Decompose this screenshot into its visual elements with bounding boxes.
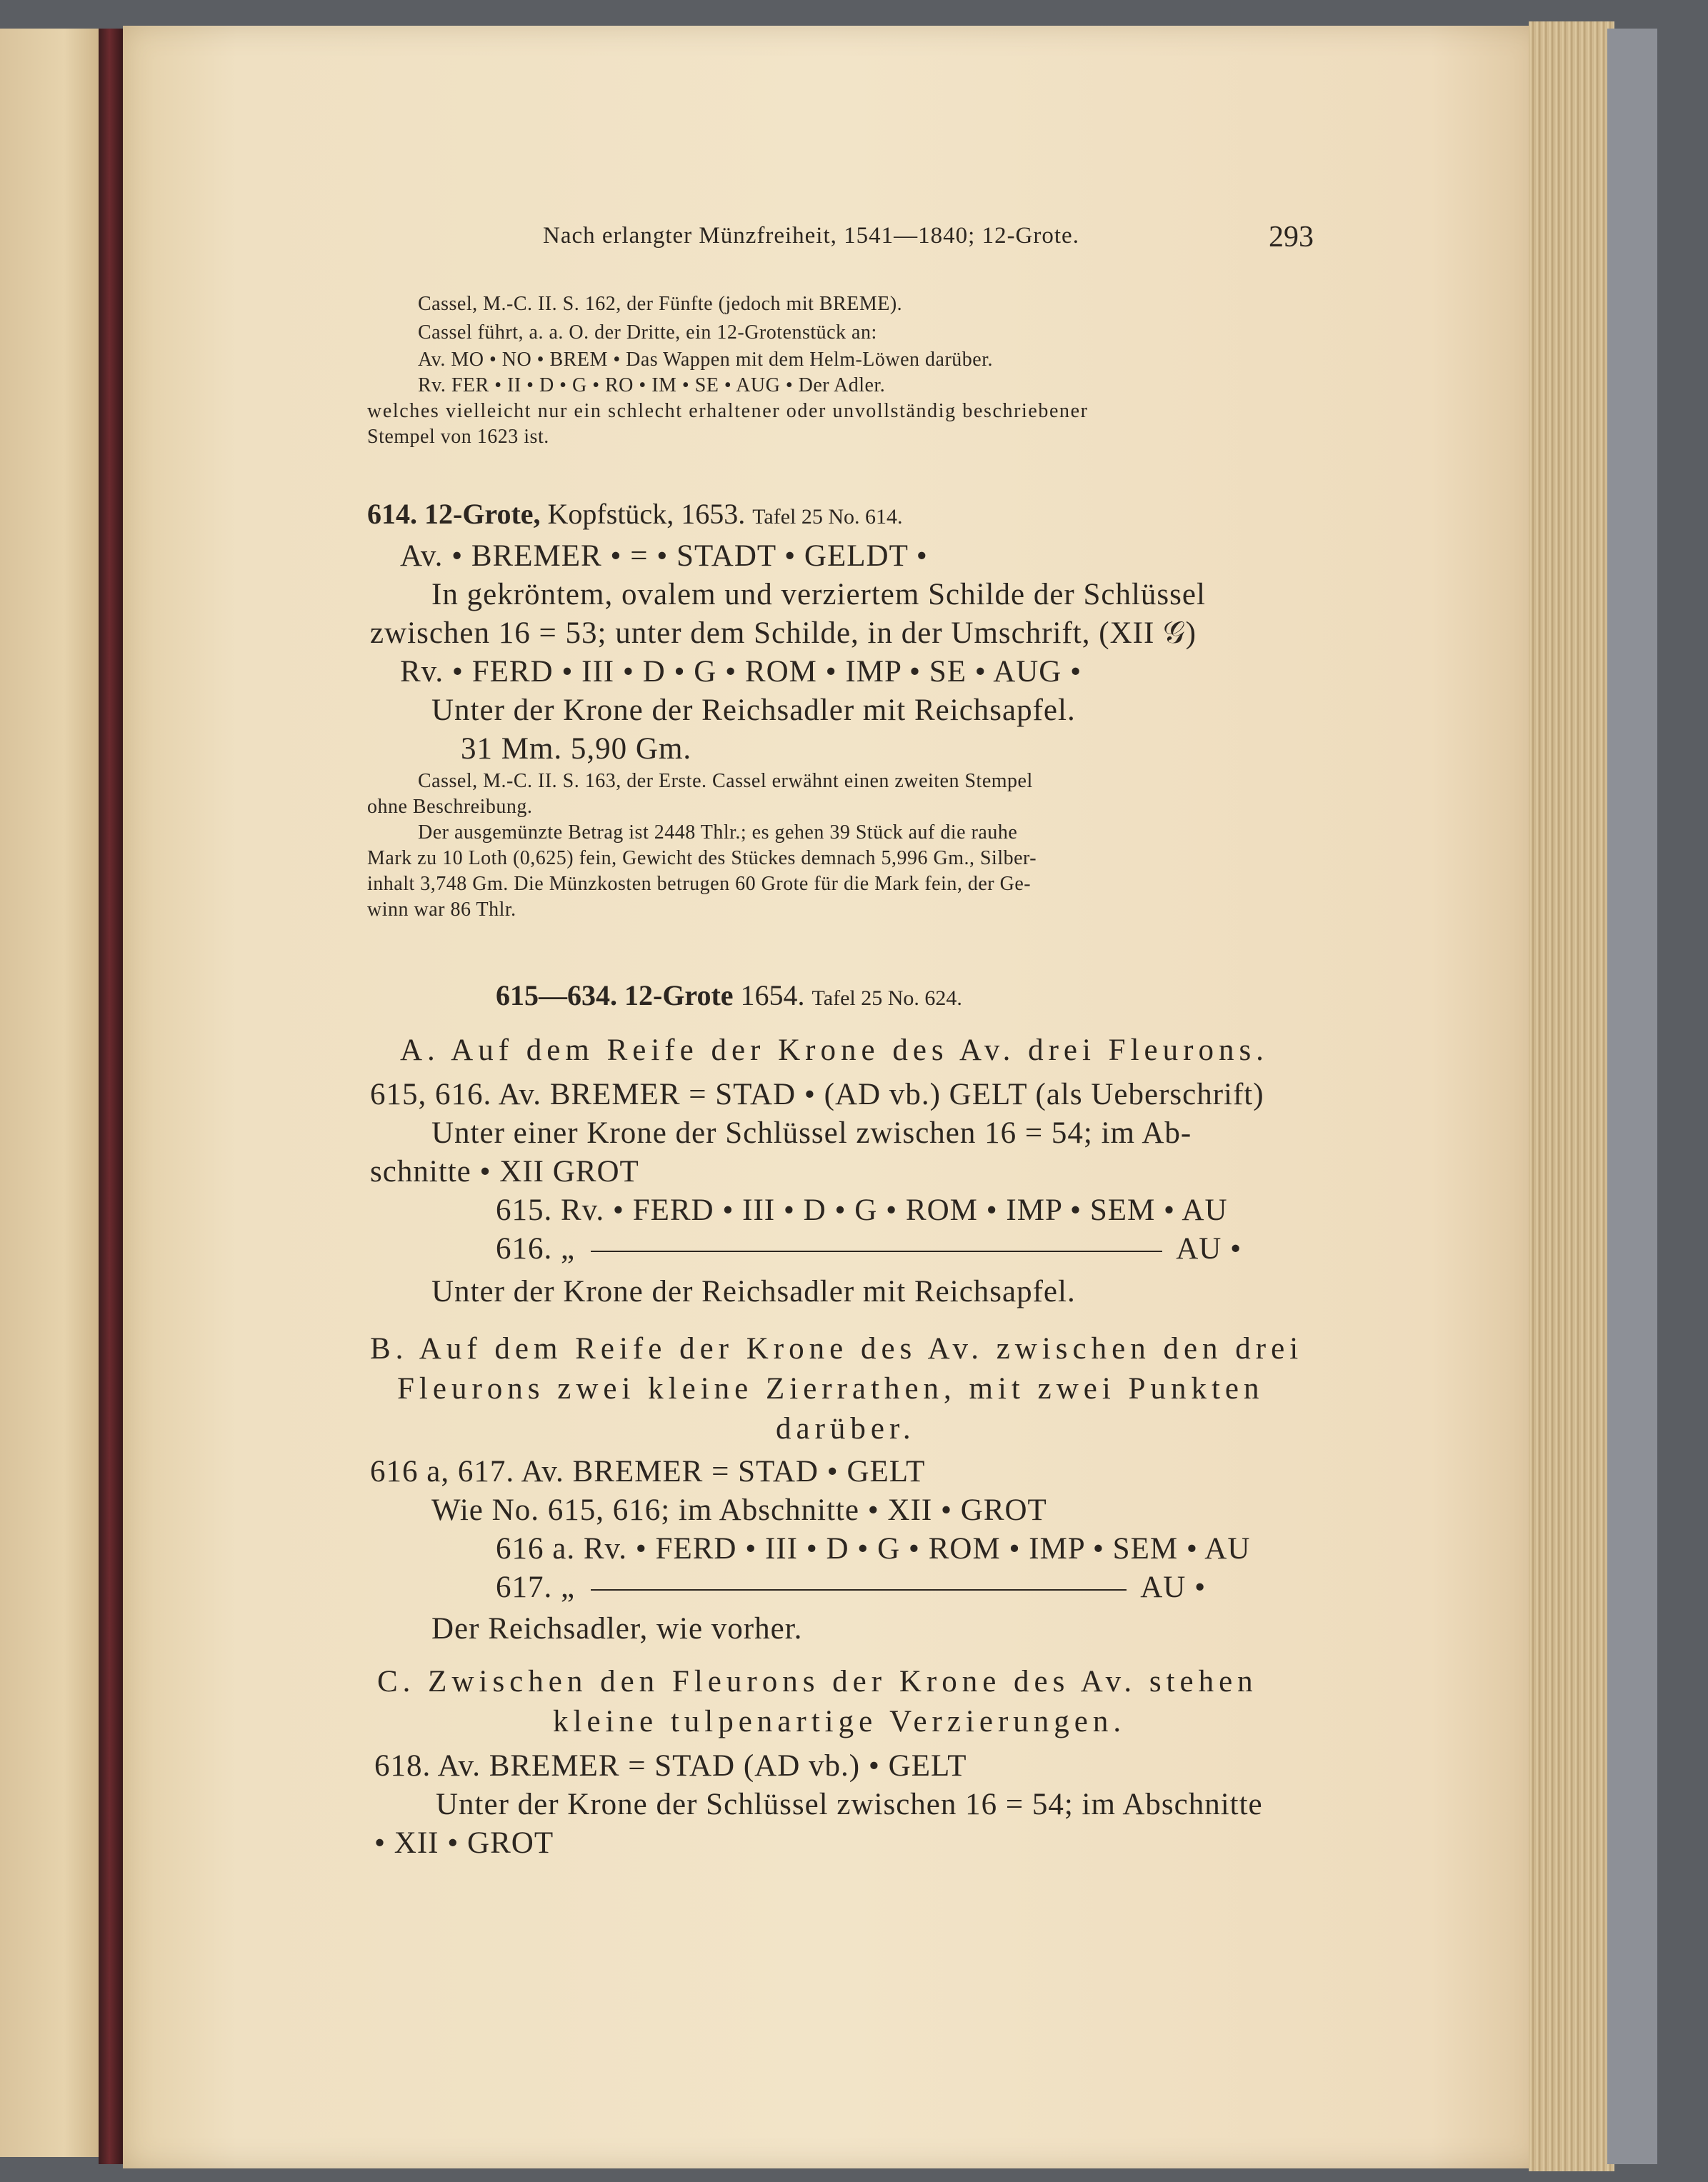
page-number: 293 [1269, 221, 1314, 254]
intro-line: Av. MO • NO • BREM • Das Wappen mit dem Helm-Löwen darüber. [418, 349, 994, 371]
description-line: In gekröntem, ovalem und verziertem Schilde der Schlüssel [431, 578, 1206, 611]
obverse-legend: Av. • BREMER • = • STADT • GELDT • [400, 539, 928, 573]
note-line: Mark zu 10 Loth (0,625) fein, Gewicht des Stückes demnach 5,996 Gm., Silber- [367, 847, 1037, 869]
description-line: • XII • GROT [374, 1826, 554, 1860]
section-b-heading: Fleurons zwei kleine Zierrathen, mit zwei Punkten [397, 1372, 1264, 1406]
description-line: Unter einer Krone der Schlüssel zwischen 16 = 54; im Ab- [431, 1116, 1192, 1150]
section-b-heading: B. Auf dem Reife der Krone des Av. zwischen den drei [370, 1332, 1304, 1366]
entry-description: Kopfstück, 1653. [547, 498, 746, 530]
book-cover [1607, 29, 1657, 2164]
reverse-legend: Rv. • FERD • III • D • G • ROM • IMP • SE • AUG • [400, 655, 1082, 689]
entry-number: 615—634. [496, 979, 617, 1011]
obverse-legend: 616 a, 617. Av. BREMER = STAD • GELT [370, 1455, 926, 1488]
entry-denomination: 12-Grote, [424, 498, 541, 530]
reverse-legend-variant [496, 1231, 1242, 1266]
left-page-edge [0, 29, 107, 2157]
note-line: ohne Beschreibung. [367, 796, 533, 818]
entry-denomination: 12-Grote [624, 979, 734, 1011]
book-spine [99, 29, 126, 2164]
plate-reference: Tafel 25 No. 624. [811, 986, 962, 1010]
description-line: Unter der Krone der Schlüssel zwischen 16 = 54; im Abschnitte [436, 1788, 1263, 1821]
page-edges [1529, 21, 1614, 2171]
intro-line: welches vielleicht nur ein schlecht erhaltener oder unvollständig beschriebener [367, 400, 1089, 422]
intro-line: Cassel führt, a. a. O. der Dritte, ein 12-Grotenstück an: [418, 321, 877, 344]
variant-label: 617. „ [496, 1571, 576, 1604]
intro-line: Stempel von 1623 ist. [367, 426, 549, 448]
section-c-heading: kleine tulpenartige Verzierungen. [553, 1705, 1127, 1738]
reverse-legend: 616 a. Rv. • FERD • III • D • G • ROM • IMP • SEM • AU [496, 1532, 1251, 1566]
section-a-heading: A. Auf dem Reife der Krone des Av. drei Fleurons. [400, 1034, 1269, 1067]
note-line: inhalt 3,748 Gm. Die Münzkosten betrugen 60 Grote für die Mark fein, der Ge- [367, 873, 1032, 895]
variant-label: 616. „ [496, 1232, 576, 1266]
description-line: Der Reichsadler, wie vorher. [431, 1612, 803, 1646]
ditto-rule [591, 1589, 1127, 1591]
intro-line: Cassel, M.-C. II. S. 162, der Fünfte (jedoch mit BREME). [418, 293, 903, 315]
note-line: Cassel, M.-C. II. S. 163, der Erste. Cassel erwähnt einen zweiten Stempel [418, 770, 1033, 792]
measurements: 31 Mm. 5,90 Gm. [461, 732, 692, 766]
obverse-legend: 615, 616. Av. BREMER = STAD • (AD vb.) GELT (als Ueberschrift) [370, 1078, 1264, 1111]
description-line: Unter der Krone der Reichsadler mit Reichsapfel. [431, 1275, 1076, 1308]
section-c-heading: C. Zwischen den Fleurons der Krone des Av. stehen [377, 1665, 1258, 1698]
intro-line: Rv. FER • II • D • G • RO • IM • SE • AUG • Der Adler. [418, 374, 886, 396]
section-b-heading: darüber. [776, 1412, 916, 1446]
entry-614-heading [367, 497, 903, 531]
note-line: winn war 86 Thlr. [367, 899, 516, 921]
entry-615-heading [496, 979, 962, 1012]
ditto-rule [591, 1251, 1162, 1252]
reverse-legend: 615. Rv. • FERD • III • D • G • ROM • IMP • SEM • AU [496, 1193, 1228, 1227]
description-line: schnitte • XII GROT [370, 1155, 639, 1188]
entry-number: 614. [367, 498, 417, 530]
reverse-legend-variant [496, 1570, 1206, 1605]
note-line: Der ausgemünzte Betrag ist 2448 Thlr.; es gehen 39 Stück auf die rauhe [418, 821, 1018, 844]
description-line: Wie No. 615, 616; im Abschnitte • XII • GROT [431, 1493, 1047, 1527]
obverse-legend: 618. Av. BREMER = STAD (AD vb.) • GELT [374, 1749, 967, 1783]
running-title: Nach erlangter Münzfreiheit, 1541—1840; 12-Grote. [543, 223, 1079, 249]
plate-reference: Tafel 25 No. 614. [752, 505, 903, 529]
entry-year: 1654. [740, 979, 805, 1011]
variant-ending: AU • [1140, 1571, 1207, 1604]
variant-ending: AU • [1176, 1232, 1242, 1266]
description-line: zwischen 16 = 53; unter dem Schilde, in der Umschrift, (XII 𝒢) [370, 616, 1197, 650]
description-line: Unter der Krone der Reichsadler mit Reichsapfel. [431, 694, 1076, 727]
